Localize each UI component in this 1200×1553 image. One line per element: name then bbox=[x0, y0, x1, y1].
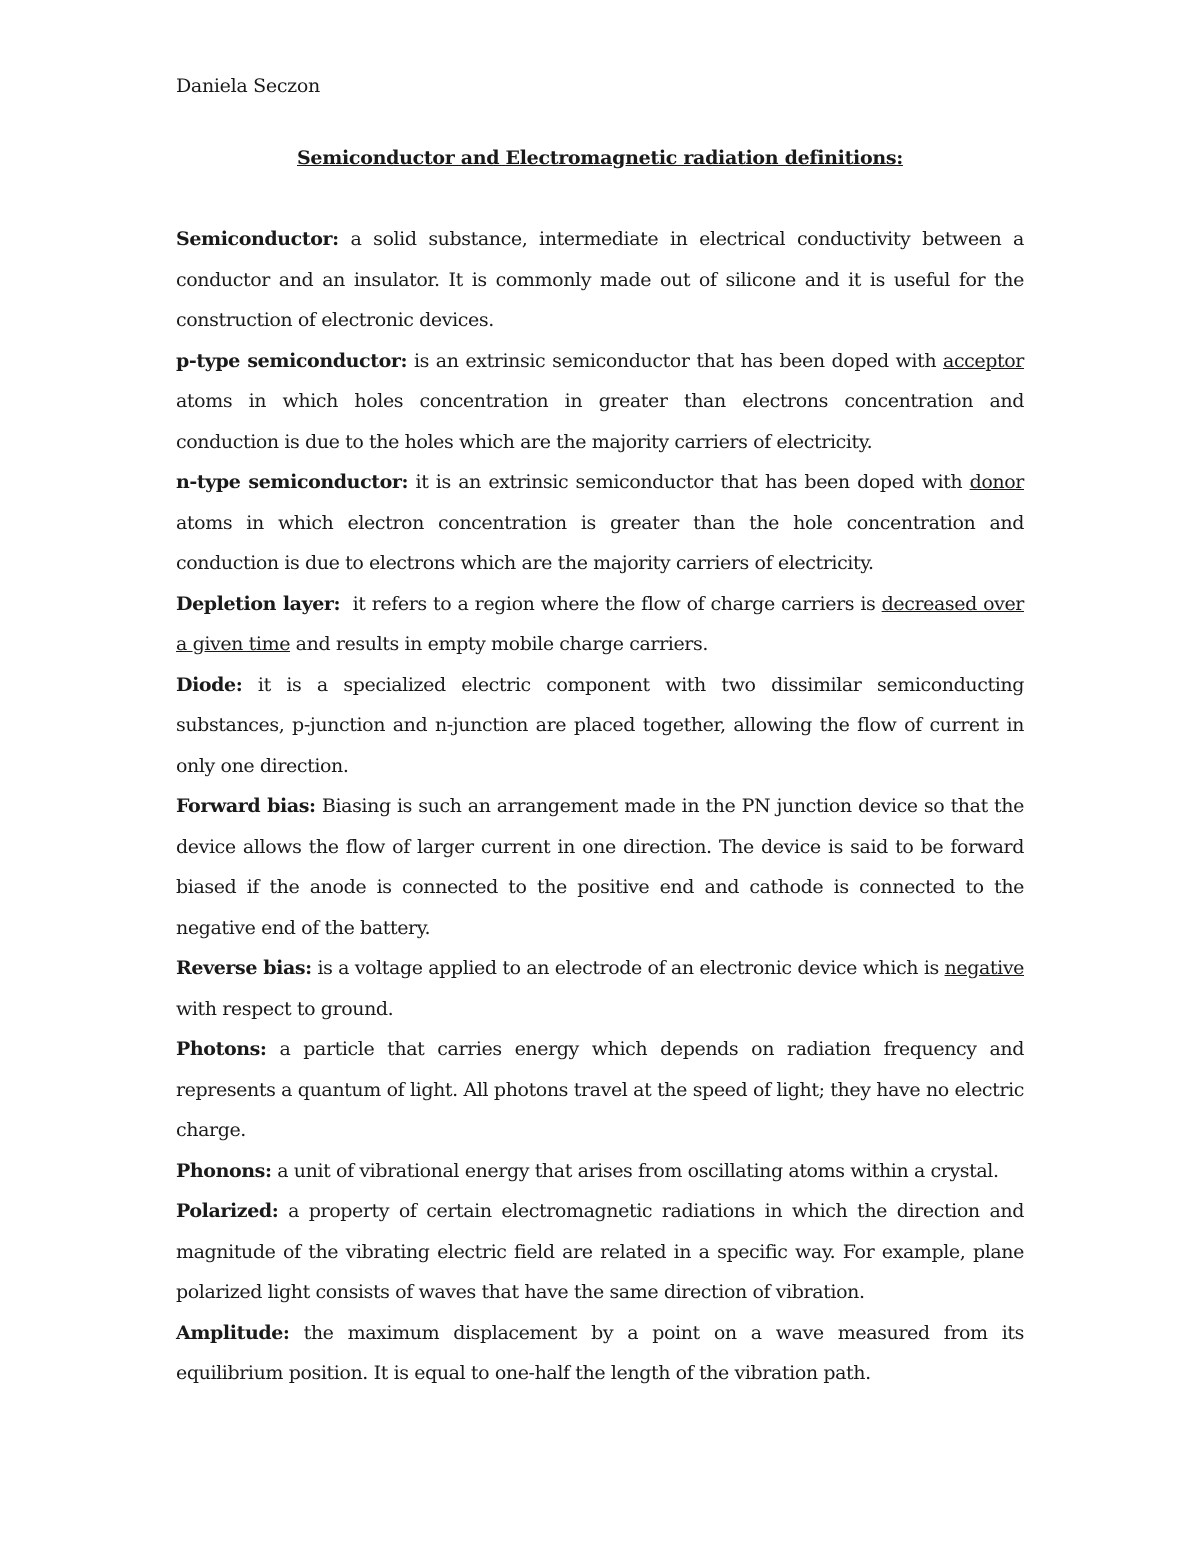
page-title: Semiconductor and Electromagnetic radiation definitions: bbox=[297, 147, 903, 169]
definition-polarized bbox=[176, 1191, 1024, 1313]
underlined-word: donor bbox=[969, 471, 1024, 493]
definition-term: p-type semiconductor: bbox=[176, 349, 408, 372]
definition-text: atoms in which electron concentration is greater than the hole concentration and conduction is due to electrons which are the majority carriers of electricity. bbox=[176, 511, 1024, 574]
definition-n-type-semiconductor bbox=[176, 462, 1024, 584]
definition-photons bbox=[176, 1029, 1024, 1151]
definition-term: Forward bias: bbox=[176, 795, 316, 817]
definition-text: atoms in which holes concentration in greater than electrons concentration and conduction is due to the holes which are the majority carriers of electricity. bbox=[176, 390, 1024, 453]
definition-term: Diode: bbox=[176, 673, 243, 696]
definition-term: Polarized: bbox=[176, 1200, 279, 1222]
definition-text: a unit of vibrational energy that arises from oscillating atoms within a crystal. bbox=[271, 1159, 999, 1182]
definition-term: Amplitude: bbox=[176, 1321, 290, 1344]
definition-diode bbox=[176, 665, 1024, 787]
definition-term: Phonons: bbox=[176, 1159, 272, 1182]
definition-term: Semiconductor: bbox=[176, 228, 339, 250]
definition-text: the maximum displacement by a point on a wave measured from its equilibrium position. It is equal to one-half the length of the vibration path. bbox=[176, 1321, 1024, 1384]
definition-text: Biasing is such an arrangement made in the PN junction device so that the device allows the flow of larger current in one direction. The device is said to be forward biased if the anode is connected to the positive end and cathode is connected to the negative end of the battery. bbox=[176, 795, 1024, 939]
definition-text: is a voltage applied to an electrode of an electronic device which is bbox=[311, 957, 945, 979]
underlined-word: negative bbox=[944, 957, 1024, 979]
underlined-phrase: decreased over a given time bbox=[176, 592, 1024, 655]
definition-term: Reverse bias: bbox=[176, 957, 312, 979]
definition-text: it is a specialized electric component with two dissimilar semiconducting substances, p-junction and n-junction are placed together, allowing the flow of current in only one direction. bbox=[176, 673, 1024, 777]
definition-text: and results in empty mobile charge carriers. bbox=[290, 633, 708, 655]
definition-amplitude bbox=[176, 1313, 1024, 1394]
definition-text: a property of certain electromagnetic radiations in which the direction and magnitude of the vibrating electric field are related in a specific way. For example, plane polarized light consists of waves that have the same direction of vibration. bbox=[176, 1200, 1024, 1303]
author-name: Daniela Seczon bbox=[176, 75, 320, 97]
definitions-list bbox=[176, 219, 1024, 1394]
definition-term: Photons: bbox=[176, 1038, 267, 1060]
definition-text: it refers to a region where the flow of charge carriers is bbox=[340, 592, 882, 615]
definition-term: n-type semiconductor: bbox=[176, 471, 409, 493]
definition-text: it is an extrinsic semiconductor that has been doped with bbox=[408, 471, 970, 493]
definition-term: Depletion layer: bbox=[176, 592, 341, 615]
definition-semiconductor bbox=[176, 219, 1024, 341]
definition-text: a particle that carries energy which depends on radiation frequency and represents a quantum of light. All photons travel at the speed of light; they have no electric charge. bbox=[176, 1038, 1024, 1141]
underlined-word: acceptor bbox=[943, 349, 1024, 372]
definition-text: is an extrinsic semiconductor that has been doped with bbox=[407, 349, 944, 372]
definition-text: a solid substance, intermediate in electrical conductivity between a conductor and an insulator. It is commonly made out of silicone and it is useful for the construction of electronic devices. bbox=[176, 228, 1024, 331]
definition-p-type-semiconductor bbox=[176, 341, 1024, 463]
definition-depletion-layer bbox=[176, 584, 1024, 665]
definition-reverse-bias bbox=[176, 948, 1024, 1029]
definition-forward-bias bbox=[176, 786, 1024, 948]
definition-text: with respect to ground. bbox=[176, 997, 394, 1020]
definition-phonons bbox=[176, 1151, 1024, 1192]
